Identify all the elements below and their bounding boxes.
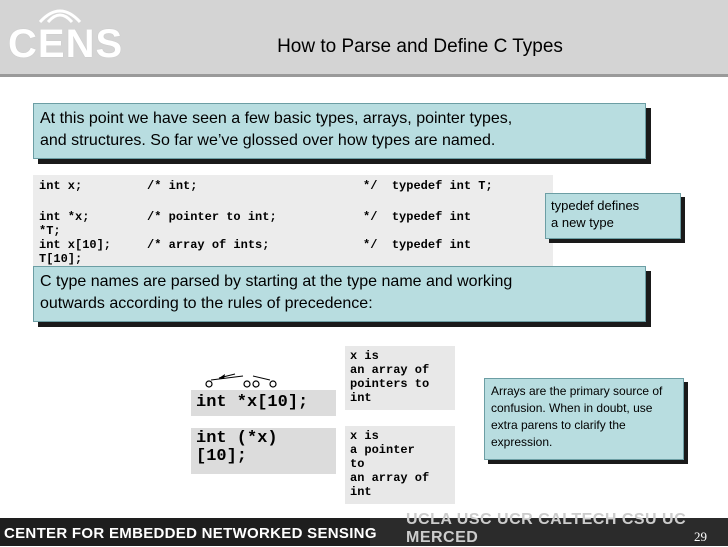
parse-order-arrows-icon xyxy=(195,370,315,390)
code-line: int x; /* int; */ typedef int T; xyxy=(39,179,493,193)
parse-rule-line-1: C type names are parsed by starting at the type name and working xyxy=(40,273,513,290)
intro-box xyxy=(33,103,646,159)
parse-rule-line-2: outwards according to the rules of precedence: xyxy=(40,295,373,312)
typedef-callout-line-2: a new type xyxy=(551,215,614,230)
arrays-callout-text: Arrays are the primary source of confusion. When in doubt, use extra parens to clarify the expression. xyxy=(491,384,663,449)
code-line: *T; xyxy=(39,224,61,238)
code-line: int *x; /* pointer to int; */ typedef int xyxy=(39,210,472,224)
typedef-callout xyxy=(545,193,681,239)
arrays-callout xyxy=(484,378,684,460)
code-line: T[10]; xyxy=(39,252,83,266)
center-name: CENTER FOR EMBEDDED NETWORKED SENSING xyxy=(4,525,377,542)
parse-rule-box xyxy=(33,266,646,322)
logo-text: CENS xyxy=(8,22,124,66)
example-1-declaration: int *x[10]; xyxy=(191,390,336,416)
example-1-description: x is an array of pointers to int xyxy=(345,346,455,410)
code-block xyxy=(33,175,553,267)
code-line: int x[10]; /* array of ints; */ typedef int xyxy=(39,238,472,252)
example-2-description: x is a pointer to an array of int xyxy=(345,426,455,504)
typedef-callout-line-1: typedef defines xyxy=(551,198,640,213)
signal-waves-icon xyxy=(30,2,90,24)
cens-logo xyxy=(8,14,138,70)
example-2-declaration: int (*x) [10]; xyxy=(191,428,336,474)
university-list: UCLA USC UCR CALTECH CSU UC MERCED xyxy=(406,511,687,546)
header-divider xyxy=(0,74,728,77)
intro-line-1: At this point we have seen a few basic types, arrays, pointer types, xyxy=(40,110,513,127)
slide-title: How to Parse and Define C Types xyxy=(277,36,563,57)
intro-line-2: and structures. So far we’ve glossed over how types are named. xyxy=(40,132,496,149)
page-number: 29 xyxy=(694,529,707,544)
